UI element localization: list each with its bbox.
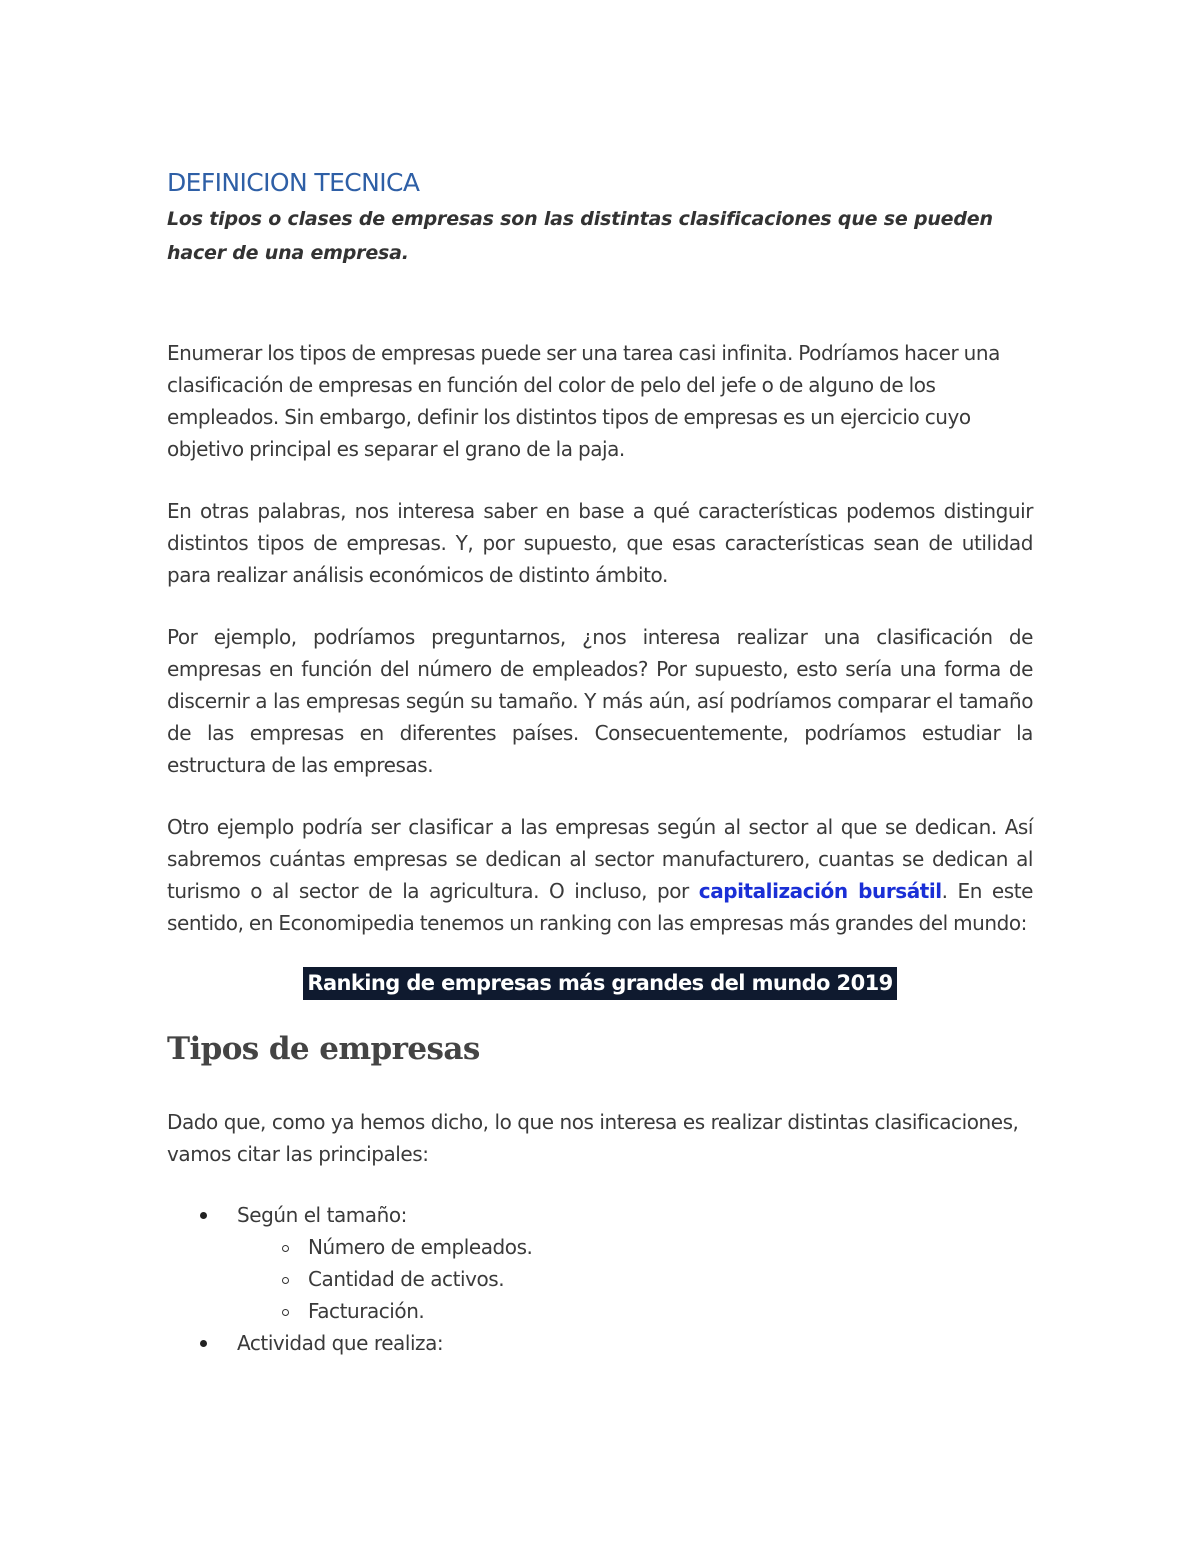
circle-bullet-icon (282, 1245, 289, 1252)
paragraph-text-before-link: Otro ejemplo podría ser clasificar a las empresas según al sector al que se dedican. Así sabremos cuántas empresas se dedican al sector manufacturero, cuantas se dedican al turismo o al sector de la agricultura. O incluso, por (167, 815, 1033, 903)
section-intro: Dado que, como ya hemos dicho, lo que nos interesa es realizar distintas clasificaciones, vamos citar las principales: (167, 1110, 1019, 1166)
ranking-banner[interactable]: Ranking de empresas más grandes del mundo 2019 (303, 967, 896, 1000)
list-item-size (167, 1199, 1033, 1327)
sub-list-size (237, 1231, 1033, 1327)
paragraph-intro: Enumerar los tipos de empresas puede ser una tarea casi infinita. Podríamos hacer una clasificación de empresas en función del color de pelo del jefe o de alguno de los empleados. Sin embargo, definir los distintos tipos de empresas es un ejercicio cuyo objetivo principal es separar el grano de la paja. (167, 341, 1000, 461)
sub-list-item (167, 1295, 1033, 1327)
capitalizacion-bursatil-link[interactable]: capitalización bursátil (698, 879, 942, 903)
classification-list (167, 1199, 1033, 1359)
paragraph-example-employees: Por ejemplo, podríamos preguntarnos, ¿nos interesa realizar una clasificación de empresas en función del número de empleados? Por supuesto, esto sería una forma de discernir a las empresas según su tamaño. Y más aún, así podríamos comparar el tamaño de las empresas en diferentes países. Consecuentemente, podríamos estudiar la estructura de las empresas. (167, 625, 1033, 777)
bullet-icon (200, 1212, 207, 1219)
paragraph-example-sector (167, 811, 1033, 939)
section-title: Tipos de empresas (167, 1031, 480, 1067)
circle-bullet-icon (282, 1309, 289, 1316)
bullet-icon (200, 1340, 207, 1347)
list-item-label: Actividad que realiza: (237, 1331, 444, 1355)
list-item-label: Según el tamaño: (237, 1203, 407, 1227)
list-item-activity (167, 1327, 1033, 1359)
page-heading: DEFINICION TECNICA (167, 168, 420, 197)
sub-list-item-label: Cantidad de activos. (308, 1267, 505, 1291)
sub-list-item-label: Número de empleados. (308, 1235, 533, 1259)
circle-bullet-icon (282, 1277, 289, 1284)
paragraph-characteristics: En otras palabras, nos interesa saber en base a qué características podemos distinguir distintos tipos de empresas. Y, por supuesto, que esas características sean de utilidad para realizar análisis económicos de distinto ámbito. (167, 499, 1033, 587)
paragraph-text-after-link: . En este sentido, en Economipedia tenemos un ranking con las empresas más grandes del mundo: (167, 879, 1033, 935)
definition-text: Los tipos o clases de empresas son las distintas clasificaciones que se pueden hacer de una empresa. (167, 208, 993, 264)
sub-list-item (167, 1263, 1033, 1295)
ranking-banner-container (167, 967, 1033, 1007)
sub-list-item (167, 1231, 1033, 1263)
document-page (167, 164, 1033, 1359)
sub-list-item-label: Facturación. (308, 1299, 425, 1323)
